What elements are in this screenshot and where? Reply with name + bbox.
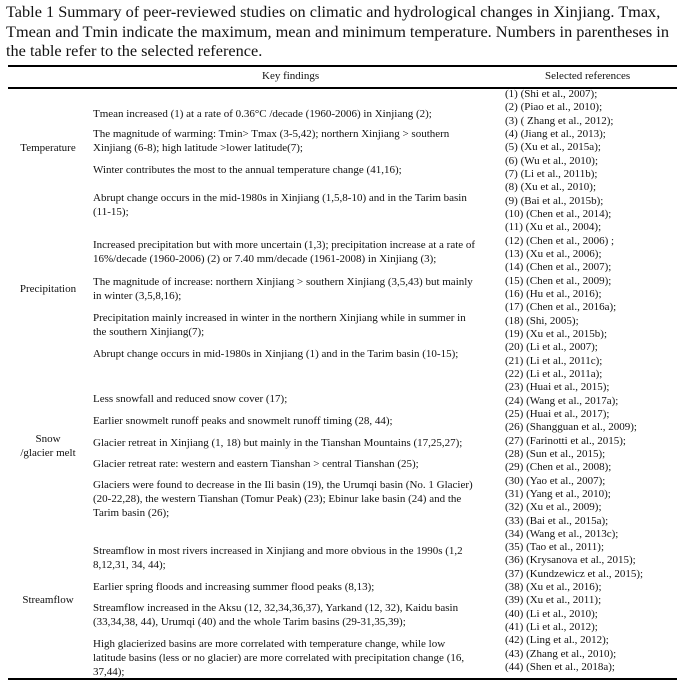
category-label (10, 141, 86, 155)
reference-item: (44) (Shen et al., 2018a); (505, 661, 615, 674)
finding-line: latitude basins (less or no glacier) are more correlated with precipitation change (16, (93, 652, 465, 664)
reference-item: (39) (Xu et al., 2011); (505, 594, 602, 607)
finding-line: Tarim basin (26); (93, 507, 170, 519)
finding-line: (20-22,28), the western Tianshan (Tomur Peak) (23); Ebinur lake basin (24) and the (93, 493, 462, 505)
finding-line: Streamflow increased in the Aksu (12, 32,34,36,37), Yarkand (12, 32), Kaidu basin (93, 602, 459, 614)
finding-line: Tmean increased (1) at a rate of 0.36°C /decade (1960-2006) in Xinjiang (2); (93, 108, 432, 120)
reference-item: (18) (Shi, 2005); (505, 314, 579, 327)
finding-line: Winter contributes the most to the annual temperature change (41,16); (93, 164, 402, 176)
finding-line: the southern Xinjiang(7); (93, 326, 205, 338)
reference-item: (17) (Chen et al., 2016a); (505, 301, 617, 314)
reference-item: (7) (Li et al., 2011b); (505, 167, 598, 180)
finding-line: Earlier spring floods and increasing summer flood peaks (8,13); (93, 581, 375, 593)
reference-item: (5) (Xu et al., 2015a); (505, 141, 601, 154)
finding-line: Precipitation mainly increased in winter in the northern Xinjiang while in summer in (93, 312, 466, 324)
key-finding (93, 275, 503, 303)
reference-item: (25) (Huai et al., 2017); (505, 407, 610, 420)
category-text: /glacier melt (20, 447, 76, 459)
key-finding (93, 601, 503, 629)
reference-item: (20) (Li et al., 2007); (505, 341, 598, 354)
key-finding (93, 163, 503, 177)
finding-line: Glacier retreat in Xinjiang (1, 18) but mainly in the Tianshan Mountains (17,25,27); (93, 437, 463, 449)
finding-line: Glacier retreat rate: western and eastern Tianshan > central Tianshan (25); (93, 458, 419, 470)
reference-item: (35) (Tao et al., 2011); (505, 541, 605, 554)
finding-line: in winter (3,5,8,16); (93, 290, 182, 302)
key-finding (93, 436, 503, 450)
reference-item: (30) (Yao et al., 2007); (505, 474, 606, 487)
finding-line: (33,34,38, 44), Urumqi (40) and the whole Tarim basins (29-31,35,39); (93, 616, 406, 628)
reference-item: (29) (Chen et al., 2008); (505, 461, 612, 474)
finding-line: Less snowfall and reduced snow cover (17); (93, 393, 288, 405)
reference-item: (36) (Krysanova et al., 2015); (505, 554, 636, 567)
reference-item: (1) (Shi et al., 2007); (505, 88, 598, 100)
reference-item: (22) (Li et al., 2011a); (505, 367, 603, 380)
key-finding (93, 107, 503, 121)
finding-line: Earlier snowmelt runoff peaks and snowmelt runoff timing (28, 44); (93, 415, 393, 427)
finding-line: Streamflow in most rivers increased in Xinjiang and more obvious in the 1990s (1,2 (93, 545, 463, 557)
reference-item: (16) (Hu et al., 2016); (505, 287, 602, 300)
finding-line: 37,44); (93, 666, 125, 678)
reference-item: (38) (Xu et al., 2016); (505, 581, 602, 594)
bottom-rule (8, 678, 677, 680)
reference-item: (11) (Xu et al., 2004); (505, 221, 602, 234)
reference-item: (6) (Wu et al., 2010); (505, 154, 599, 167)
reference-item: (24) (Wang et al., 2017a); (505, 394, 619, 407)
reference-item: (23) (Huai et al., 2015); (505, 381, 610, 394)
key-finding (93, 457, 503, 471)
reference-item: (21) (Li et al., 2011c); (505, 354, 603, 367)
finding-line: Xinjiang (6-8); high latitude >lower latitude(7); (93, 142, 303, 154)
category-text: Precipitation (19, 283, 77, 295)
reference-item: (42) (Ling et al., 2012); (505, 634, 609, 647)
key-finding (93, 311, 503, 339)
category-label (10, 432, 86, 460)
reference-item: (10) (Chen et al., 2014); (505, 207, 612, 220)
key-finding (93, 347, 503, 361)
finding-line: Abrupt change occurs in the mid-1980s in Xinjiang (1,5,8-10) and in the Tarim basin (93, 192, 467, 204)
key-finding (93, 414, 503, 428)
reference-item: (40) (Li et al., 2010); (505, 607, 598, 620)
key-finding (93, 238, 503, 266)
category-label (10, 282, 86, 296)
reference-item: (26) (Shangguan et al., 2009); (505, 421, 637, 434)
reference-item: (41) (Li et al., 2012); (505, 621, 598, 634)
references-list (505, 88, 643, 674)
table-caption: Table 1 Summary of peer-reviewed studies on climatic and hydrological changes in Xinjiang. Tmax, Tmean and Tmin indicate the maximum, mean and minimum temperature. Numbers in parentheses in the table refer to the selected reference. (6, 2, 669, 60)
key-finding (93, 127, 503, 155)
finding-line: Increased precipitation but with more uncertain (1,3); precipitation increase at a rate of (93, 239, 476, 251)
category-label (10, 593, 86, 607)
reference-item: (43) (Zhang et al., 2010); (505, 647, 617, 660)
reference-item: (19) (Xu et al., 2015b); (505, 327, 608, 340)
category-text: Snow (35, 433, 61, 445)
reference-item: (14) (Chen et al., 2007); (505, 261, 612, 274)
reference-item: (2) (Piao et al., 2010); (505, 101, 603, 114)
header-selected-references: Selected references (545, 70, 631, 82)
reference-item: (33) (Bai et al., 2015a); (505, 514, 609, 527)
reference-item: (34) (Wang et al., 2013c); (505, 527, 619, 540)
key-finding (93, 637, 503, 679)
key-finding (93, 392, 503, 406)
top-rule (8, 65, 677, 67)
finding-line: Abrupt change occurs in mid-1980s in Xinjiang (1) and in the Tarim basin (10-15); (93, 348, 459, 360)
reference-item: (31) (Yang et al., 2010); (505, 487, 611, 500)
reference-item: (3) ( Zhang et al., 2012); (505, 114, 614, 127)
key-finding (93, 580, 503, 594)
reference-item: (8) (Xu et al., 2010); (505, 181, 597, 194)
finding-line: (11-15); (93, 206, 129, 218)
finding-line: Glaciers were found to decrease in the Ili basin (19), the Urumqi basin (No. 1 Glacier) (93, 479, 473, 491)
reference-item: (32) (Xu et al., 2009); (505, 501, 602, 514)
reference-item: (27) (Farinotti et al., 2015); (505, 434, 626, 447)
key-finding (93, 191, 503, 219)
finding-line: High glacierized basins are more correlated with temperature change, while low (93, 638, 446, 650)
finding-line: 8,12,31, 34, 44); (93, 559, 166, 571)
reference-item: (9) (Bai et al., 2015b); (505, 194, 604, 207)
key-finding (93, 478, 503, 520)
reference-item: (13) (Xu et al., 2006); (505, 247, 602, 260)
reference-item: (28) (Sun et al., 2015); (505, 447, 606, 460)
category-text: Temperature (20, 142, 76, 154)
finding-line: The magnitude of warming: Tmin> Tmax (3-5,42); northern Xinjiang > southern (93, 128, 450, 140)
reference-item: (12) (Chen et al., 2006) ; (505, 234, 615, 247)
reference-item: (37) (Kundzewicz et al., 2015); (505, 567, 644, 580)
finding-line: 16%/decade (1960-2006) (2) or 7.40 mm/decade (1961-2008) in Xinjiang (3); (93, 253, 437, 265)
reference-item: (4) (Jiang et al., 2013); (505, 127, 606, 140)
key-finding (93, 544, 503, 572)
reference-item: (15) (Chen et al., 2009); (505, 274, 612, 287)
category-text: Streamflow (22, 594, 74, 606)
finding-line: The magnitude of increase: northern Xinjiang > southern Xinjiang (3,5,43) but mainly (93, 276, 473, 288)
header-key-findings: Key findings (262, 70, 320, 82)
